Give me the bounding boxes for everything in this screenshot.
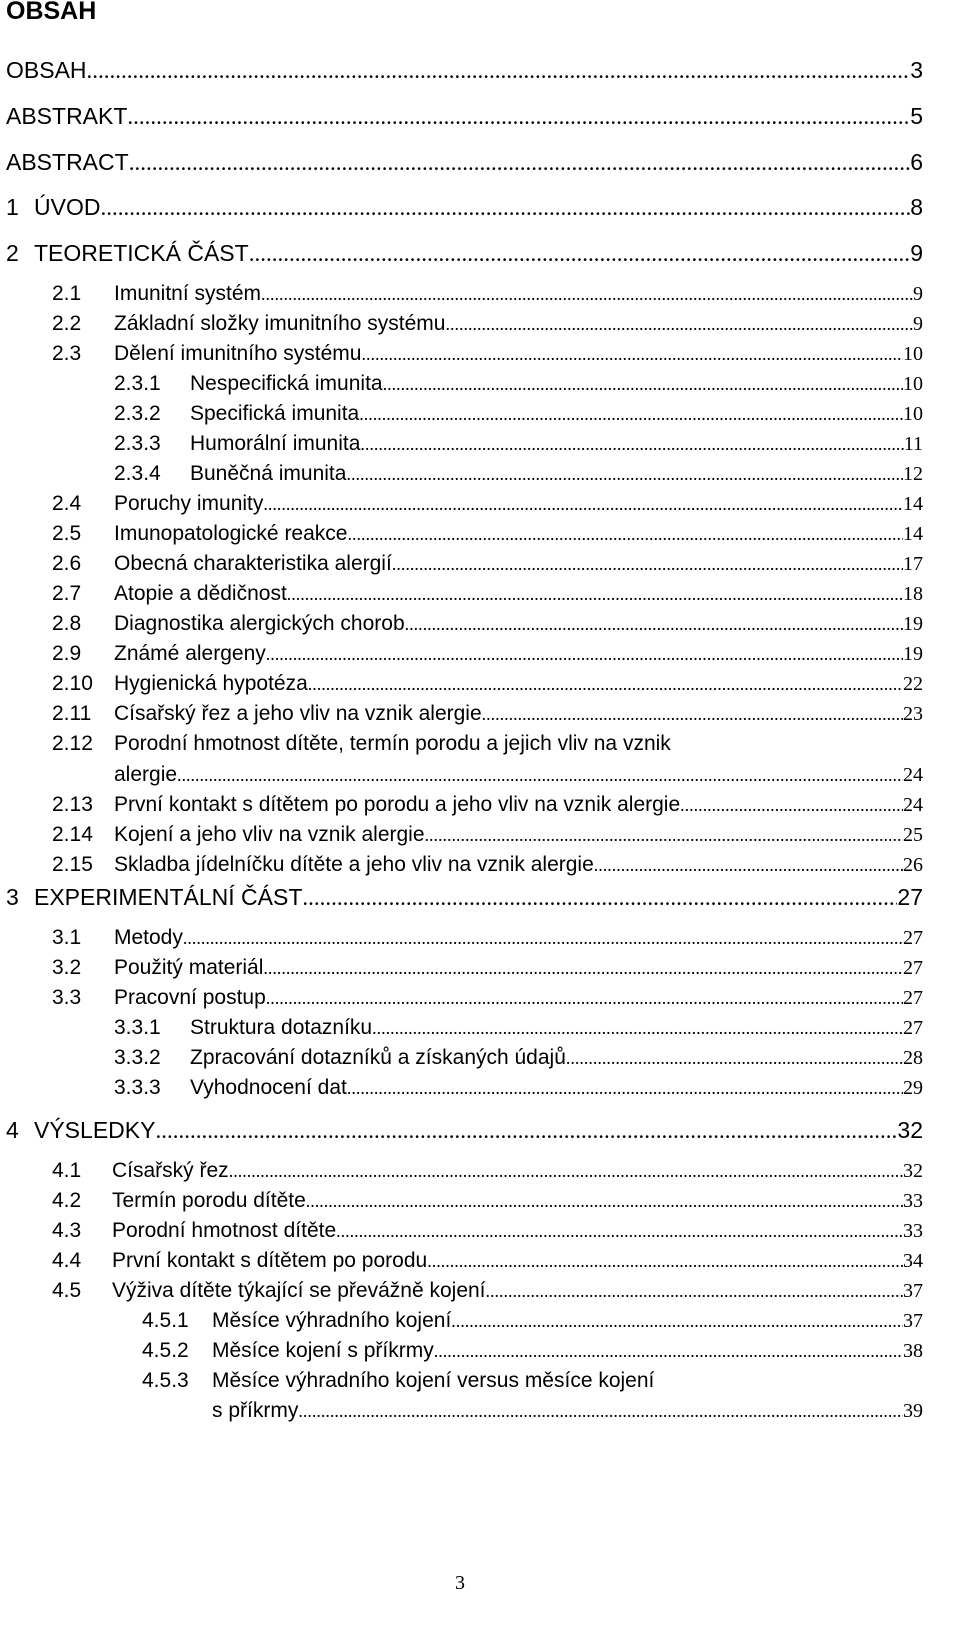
toc-entry-number: 2.1 <box>52 282 82 305</box>
toc-entry[interactable] <box>52 1249 923 1279</box>
dot-leader <box>486 1281 903 1302</box>
toc-entry[interactable] <box>52 522 923 552</box>
toc-entry-number: 2.2 <box>52 312 82 335</box>
dot-leader <box>372 1018 903 1039</box>
dot-leader <box>87 58 911 84</box>
toc-entry[interactable] <box>52 1189 923 1219</box>
toc-entry-page: 17 <box>903 553 923 575</box>
toc-entry-title: Termín porodu dítěte <box>112 1189 306 1212</box>
toc-entry-number: 3.3.2 <box>114 1046 161 1069</box>
toc-entry-continuation[interactable] <box>142 1399 923 1429</box>
toc-entry-title: Použitý materiál <box>114 956 264 979</box>
dot-leader <box>680 795 903 816</box>
toc-entry-title: Výživa dítěte týkající se převážně kojení <box>112 1279 486 1302</box>
dot-leader <box>594 855 903 876</box>
toc-entry-title: První kontakt s dítětem po porodu <box>112 1249 428 1272</box>
toc-entry[interactable] <box>114 372 923 402</box>
toc-entry[interactable] <box>114 402 923 432</box>
toc-entry[interactable] <box>52 672 923 702</box>
toc-entry-page: 32 <box>897 1117 923 1143</box>
toc-entry[interactable] <box>52 853 923 883</box>
toc-entry-title: OBSAH <box>6 57 87 83</box>
dot-leader <box>427 1251 903 1272</box>
toc-entry[interactable] <box>52 282 923 312</box>
toc-entry-page: 27 <box>903 957 923 979</box>
toc-entry-title: Dělení imunitního systému <box>114 342 362 365</box>
toc-entry-title: Měsíce výhradního kojení versus měsíce kojení <box>212 1369 655 1392</box>
toc-entry-title: alergie <box>114 763 178 786</box>
page-title: OBSAH <box>6 0 97 25</box>
toc-entry-title: Poruchy imunity <box>114 492 264 515</box>
toc-entry-number: 2.7 <box>52 582 82 605</box>
toc-entry-number: 2.3.3 <box>114 432 161 455</box>
dot-leader <box>405 614 903 635</box>
toc-entry-number: 4.1 <box>52 1159 82 1182</box>
dot-leader <box>302 885 897 911</box>
toc-entry-title: Imunitní systém <box>114 282 262 305</box>
toc-entry-page: 9 <box>913 283 923 305</box>
toc-entry-title: s příkrmy <box>212 1399 299 1422</box>
toc-entry-page: 37 <box>903 1280 923 1302</box>
toc-entry-number: 3.2 <box>52 956 82 979</box>
dot-leader <box>392 554 903 575</box>
toc-entry-page: 8 <box>910 194 923 220</box>
toc-entry[interactable] <box>52 552 923 582</box>
toc-entry-number: 4.5.2 <box>142 1339 189 1362</box>
toc-entry[interactable] <box>52 312 923 342</box>
toc-entry-title: Známé alergeny <box>114 642 266 665</box>
toc-entry-page: 33 <box>903 1190 923 1212</box>
toc-entry-title: Základní složky imunitního systému <box>114 312 446 335</box>
dot-leader <box>266 644 903 665</box>
toc-entry-title: Humorální imunita <box>190 432 361 455</box>
dot-leader <box>425 825 903 846</box>
toc-entry-title: Kojení a jeho vliv na vznik alergie <box>114 823 425 846</box>
dot-leader <box>266 988 903 1009</box>
toc-entry-page: 27 <box>903 927 923 949</box>
toc-entry[interactable] <box>114 1016 923 1046</box>
toc-entry-title: Měsíce výhradního kojení <box>212 1309 452 1332</box>
toc-entry[interactable] <box>114 432 923 462</box>
dot-leader <box>229 1161 903 1182</box>
toc-entry-number: 2.13 <box>52 793 93 816</box>
dot-leader <box>360 434 903 455</box>
toc-entry-page: 24 <box>903 764 923 786</box>
dot-leader <box>451 1311 903 1332</box>
toc-entry-number: 1 <box>6 194 19 220</box>
toc-entry-page: 27 <box>897 884 923 910</box>
toc-entry[interactable] <box>114 462 923 492</box>
toc-entry-title: Hygienická hypotéza <box>114 672 308 695</box>
toc-entry-number: 2.10 <box>52 672 93 695</box>
dot-leader <box>347 524 903 545</box>
toc-entry-page: 11 <box>903 433 923 455</box>
dot-leader <box>183 928 903 949</box>
toc-entry-title: Atopie a dědičnost <box>114 582 287 605</box>
toc-entry-page: 19 <box>903 643 923 665</box>
toc-entry-number: 2.3 <box>52 342 82 365</box>
toc-entry[interactable] <box>52 926 923 956</box>
toc-entry-number: 2 <box>6 240 19 266</box>
toc-entry-title: TEORETICKÁ ČÁST <box>34 240 249 266</box>
toc-entry-title: Porodní hmotnost dítěte, termín porodu a jejich vliv na vznik <box>114 732 671 755</box>
toc-entry[interactable] <box>52 823 923 853</box>
toc-entry-title: Imunopatologické reakce <box>114 522 348 545</box>
toc-entry-number: 3.3 <box>52 986 82 1009</box>
toc-entry-number: 2.12 <box>52 732 93 755</box>
toc-entry-number: 2.4 <box>52 492 82 515</box>
toc-entry-number: 3.1 <box>52 926 82 949</box>
toc-entry-title: Diagnostika alergických chorob <box>114 612 405 635</box>
toc-entry-number: 2.3.2 <box>114 402 161 425</box>
toc-entry-title: Metody <box>114 926 183 949</box>
toc-entry-number: 4 <box>6 1117 19 1143</box>
toc-entry[interactable] <box>52 1159 923 1189</box>
toc-entry-number: 2.6 <box>52 552 82 575</box>
toc-entry-continuation[interactable] <box>52 763 923 793</box>
toc-entry[interactable] <box>6 194 923 224</box>
toc-entry[interactable] <box>52 956 923 986</box>
dot-leader <box>100 195 910 221</box>
dot-leader <box>566 1048 903 1069</box>
dot-leader <box>347 1078 903 1099</box>
toc-entry-title: Porodní hmotnost dítěte <box>112 1219 337 1242</box>
toc-entry[interactable] <box>142 1369 923 1399</box>
toc-entry-title: Skladba jídelníčku dítěte a jeho vliv na vznik alergie <box>114 853 594 876</box>
dot-leader <box>359 404 903 425</box>
dot-leader <box>346 464 903 485</box>
toc-entry-title: Císařský řez a jeho vliv na vznik alergie <box>114 702 482 725</box>
toc-entry-number: 3 <box>6 884 19 910</box>
toc-entry[interactable] <box>142 1339 923 1369</box>
dot-leader <box>383 374 903 395</box>
toc-entry[interactable] <box>52 1219 923 1249</box>
toc-entry-number: 3.3.1 <box>114 1016 161 1039</box>
toc-entry-number: 2.11 <box>52 702 92 725</box>
toc-entry[interactable] <box>6 1117 923 1147</box>
toc-entry[interactable] <box>52 612 923 642</box>
toc-entry-page: 34 <box>903 1250 923 1272</box>
toc-entry[interactable] <box>52 986 923 1016</box>
dot-leader <box>434 1341 903 1362</box>
toc-entry-page: 10 <box>903 373 923 395</box>
toc-entry-number: 4.2 <box>52 1189 82 1212</box>
toc-entry[interactable] <box>6 103 923 133</box>
toc-entry-page: 29 <box>903 1077 923 1099</box>
toc-entry-number: 2.14 <box>52 823 93 846</box>
toc-entry[interactable] <box>114 1076 923 1106</box>
toc-entry-number: 2.9 <box>52 642 82 665</box>
toc-entry-title: Vyhodnocení dat <box>190 1076 347 1099</box>
toc-entry-page: 23 <box>903 703 923 725</box>
toc-entry[interactable] <box>52 492 923 522</box>
toc-entry-title: Obecná charakteristika alergií <box>114 552 392 575</box>
toc-entry-page: 10 <box>903 403 923 425</box>
toc-entry-page: 14 <box>903 493 923 515</box>
toc-entry-page: 25 <box>903 824 923 846</box>
toc-entry-title: ABSTRAKT <box>6 103 128 129</box>
toc-entry-page: 27 <box>903 987 923 1009</box>
toc-entry-page: 6 <box>910 149 923 175</box>
toc-entry-number: 4.5.3 <box>142 1369 189 1392</box>
toc-entry-title: Pracovní postup <box>114 986 266 1009</box>
toc-entry-number: 2.15 <box>52 853 93 876</box>
toc-entry[interactable] <box>6 884 923 914</box>
toc-entry-title: VÝSLEDKY <box>34 1117 156 1143</box>
toc-entry-page: 9 <box>913 313 923 335</box>
toc-entry[interactable] <box>52 1279 923 1309</box>
toc-entry[interactable] <box>52 732 923 762</box>
toc-entry-number: 4.3 <box>52 1219 82 1242</box>
toc-entry-title: ABSTRACT <box>6 149 129 175</box>
toc-entry-title: Specifická imunita <box>190 402 360 425</box>
toc-entry-page: 18 <box>903 583 923 605</box>
toc-entry-page: 19 <box>903 613 923 635</box>
dot-leader <box>129 150 911 176</box>
toc-entry-page: 24 <box>903 794 923 816</box>
toc-entry-number: 2.5 <box>52 522 82 545</box>
toc-entry-number: 2.8 <box>52 612 82 635</box>
dot-leader <box>361 344 903 365</box>
dot-leader <box>263 958 903 979</box>
toc-entry-number: 4.4 <box>52 1249 82 1272</box>
toc-entry[interactable] <box>6 149 923 179</box>
toc-entry-page: 22 <box>903 673 923 695</box>
dot-leader <box>482 704 903 725</box>
toc-entry[interactable] <box>52 342 923 372</box>
dot-leader <box>261 284 913 305</box>
dot-leader <box>308 674 903 695</box>
toc-entry-page: 38 <box>903 1340 923 1362</box>
toc-entry-title: Císařský řez <box>112 1159 229 1182</box>
toc-entry-title: Nespecifická imunita <box>190 372 383 395</box>
toc-entry[interactable] <box>52 702 923 732</box>
toc-entry-page: 27 <box>903 1017 923 1039</box>
toc-entry-number: 4.5 <box>52 1279 82 1302</box>
dot-leader <box>336 1221 903 1242</box>
dot-leader <box>306 1191 903 1212</box>
toc-entry-page: 3 <box>910 57 923 83</box>
toc-entry-number: 2.3.4 <box>114 462 161 485</box>
toc-entry[interactable] <box>6 240 923 270</box>
toc-entry[interactable] <box>114 1046 923 1076</box>
toc-entry-title: Zpracování dotazníků a získaných údajů <box>190 1046 566 1069</box>
toc-entry-page: 10 <box>903 343 923 365</box>
toc-entry-number: 4.5.1 <box>142 1309 189 1332</box>
toc-entry-title: Buněčná imunita <box>190 462 347 485</box>
toc-entry-page: 37 <box>903 1310 923 1332</box>
dot-leader <box>263 494 903 515</box>
dot-leader <box>127 104 910 130</box>
dot-leader <box>249 241 911 267</box>
dot-leader <box>445 314 913 335</box>
toc-entry-number: 2.3.1 <box>114 372 161 395</box>
toc-entry-title: Měsíce kojení s příkrmy <box>212 1339 434 1362</box>
dot-leader <box>177 765 903 786</box>
toc-entry-page: 32 <box>903 1160 923 1182</box>
dot-leader <box>155 1118 897 1144</box>
toc-entry-title: Struktura dotazníku <box>190 1016 373 1039</box>
toc-entry[interactable] <box>52 642 923 672</box>
toc-entry-page: 33 <box>903 1220 923 1242</box>
toc-entry[interactable] <box>52 582 923 612</box>
toc-entry-title: EXPERIMENTÁLNÍ ČÁST <box>34 884 303 910</box>
dot-leader <box>287 584 903 605</box>
toc-entry-page: 5 <box>910 103 923 129</box>
toc-entry-page: 26 <box>903 854 923 876</box>
toc-entry[interactable] <box>52 793 923 823</box>
toc-entry-page: 39 <box>903 1400 923 1422</box>
toc-entry-title: První kontakt s dítětem po porodu a jeho vliv na vznik alergie <box>114 793 681 816</box>
toc-entry-number: 3.3.3 <box>114 1076 161 1099</box>
page-number: 3 <box>455 1572 465 1594</box>
toc-entry-title: ÚVOD <box>34 194 101 220</box>
toc-entry[interactable] <box>142 1309 923 1339</box>
toc-entry-page: 9 <box>910 240 923 266</box>
dot-leader <box>298 1401 903 1422</box>
toc-entry[interactable] <box>6 57 923 87</box>
toc-entry-page: 12 <box>903 463 923 485</box>
toc-entry-page: 28 <box>903 1047 923 1069</box>
toc-entry-page: 14 <box>903 523 923 545</box>
